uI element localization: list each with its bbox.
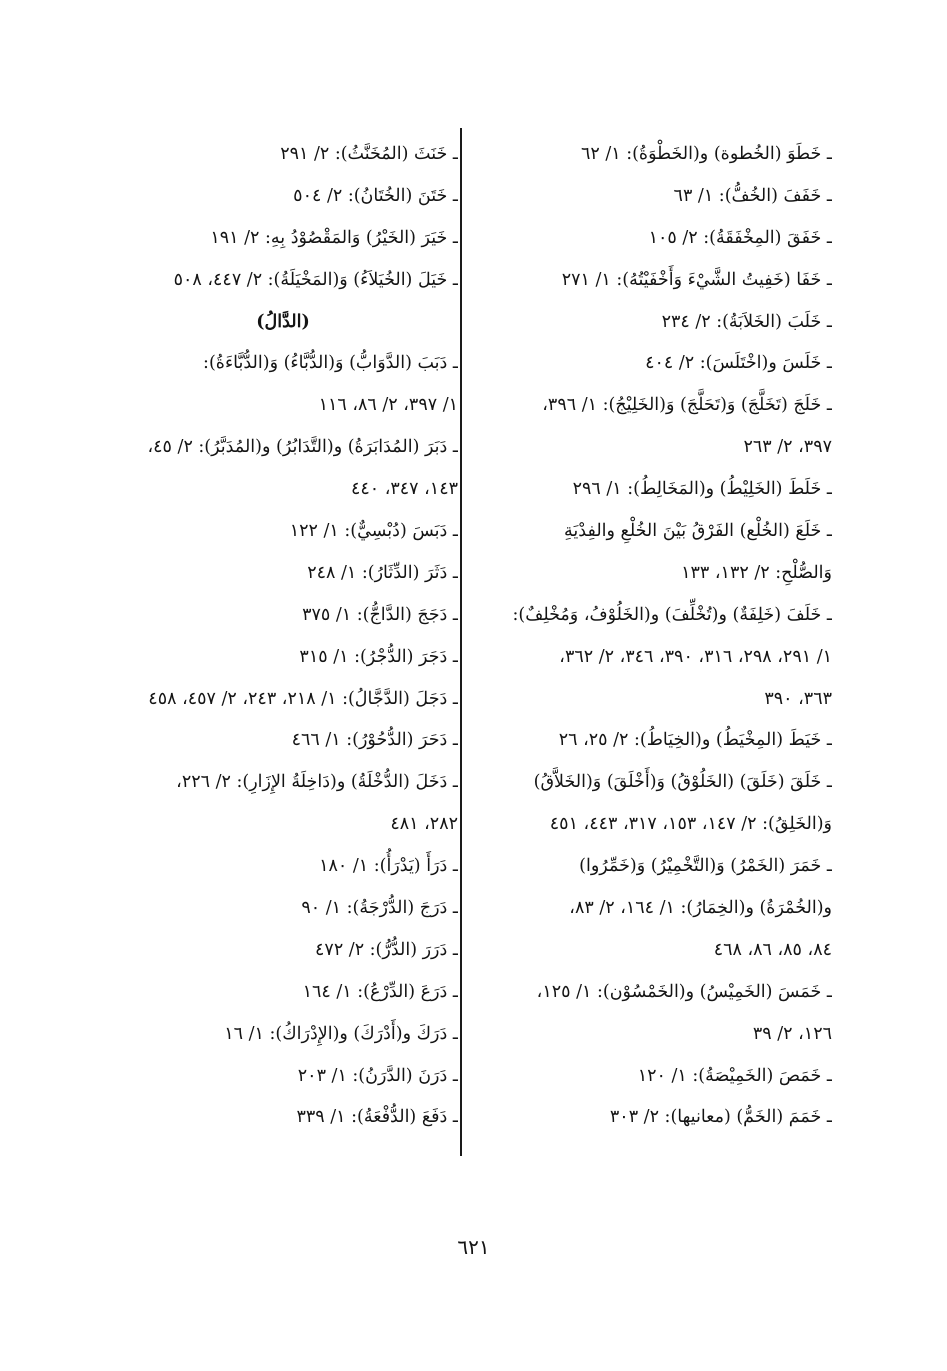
index-entry: ـ دَجَلَ (الدَّجَّالُ): ١/ ٢١٨، ٢٤٣، ٢/ ٤٥٧، ٤٥٨ [148, 688, 458, 709]
index-entry: ـ دَفَعَ (الدُّفْعَةُ): ١/ ٣٣٩ [296, 1107, 458, 1128]
index-entry: ـ دَثَرَ (الدِّثَارُ): ١/ ٢٤٨ [307, 562, 458, 583]
index-entry: ـ دَجَجَ (الدَّاجُّ): ١/ ٣٧٥ [302, 604, 458, 625]
index-entry: ـ خَمَرَ (الخَمْرُ) وَ(التَّخْمِيْرُ) وَ(خَمِّرُوا) [579, 856, 832, 877]
index-entry: ـ خَنَثَ (المُخَنَّثُ): ٢/ ٢٩١ [280, 144, 458, 164]
index-entry: ـ خَلَفَ (خَلِفَةٌ) و(تُخْلِّفَ) و(الخَلُوْفُ، وَمُخْلِفٌ): [512, 604, 832, 625]
index-entry: ـ دَرَنَ (الدَّرَنُ): ١/ ٢٠٣ [297, 1065, 458, 1086]
index-entry: وَالصُّلْحِ: ٢/ ١٣٢، ١٣٣ [681, 562, 832, 583]
column-divider [460, 128, 462, 1156]
index-entry: ـ خَفَقَ (المِخْفَقَةُ): ٢/ ١٠٥ [648, 227, 832, 248]
index-entry: ـ دَرَعَ (الدِّرْعُ): ١/ ١٦٤ [302, 981, 458, 1002]
index-entry: ـ دَجَرَ (الدُّجْرُ): ١/ ٣١٥ [299, 646, 458, 667]
index-entry: ـ خَطَوَ (الخُطوة) و(الخَطْوَةُ): ١/ ٦٢ [580, 144, 832, 164]
index-entry: ـ خَلَعَ (الخُلْع) الفَرْقُ بَيْنَ الخُلْعِ والفِدْيَةِ [564, 521, 832, 542]
index-entry: و(الخُمْرَةُ) و(الخِمَارُ): ١/ ١٦٤، ٢/ ٨٣، [569, 898, 832, 919]
index-entry: ـ خَلَسَ و(اخْتَلَسَ): ٢/ ٤٠٤ [645, 353, 832, 374]
index-entry: ٨٤، ٨٥، ٨٦، ٤٦٨ [713, 939, 832, 960]
index-entry: ـ خَمَسَ (الخَمِيْسُ) و(الخَمْسُوْن): ١/ ١٢٥، [536, 981, 832, 1002]
index-entry: ـ دَحَرَ (الدُّحُوْرُ): ١/ ٤٦٦ [291, 730, 458, 751]
index-entry: ـ خَلَبَ (الخَلاَبَةُ): ٢/ ٢٣٤ [661, 311, 832, 332]
index-entry: ـ خَمَصَ (الخَمِيْصَةُ): ١/ ١٢٠ [637, 1065, 832, 1086]
section-heading: (الدَّالُ) [256, 311, 310, 332]
index-entry: ٣٩٧، ٢/ ٢٦٣ [743, 437, 832, 458]
index-entry: ـ دَبَرَ (المُدَابَرَةُ) و(التَّدَابُرُ) و(المُدَبَّرُ): ٢/ ٤٥، [147, 437, 458, 458]
index-entry: ـ دَرَكَ و(أَدْرَكَ) و(الإِدْرَاكُ): ١/ ١٦ [224, 1023, 458, 1044]
index-entry: ١٢٦، ٢/ ٣٩ [752, 1023, 832, 1044]
page-number: ٦٢١ [457, 1235, 490, 1259]
index-entry: ـ دَرَجَ (الدُّرْجَةُ): ١/ ٩٠ [301, 898, 458, 919]
index-entry: ـ خَمَمَ (الخَمُّ) (معانيها): ٢/ ٣٠٣ [609, 1107, 832, 1128]
index-entry: وَ(الخَلِقُ): ٢/ ١٤٧، ١٥٣، ٣١٧، ٤٤٣، ٤٥١ [549, 814, 832, 835]
index-entry: ـ خَلَقَ (خَلَقَ) (الخَلُوْقُ) وَ(أَخْلَقَ) وَ(الخَلاَّقُ) [533, 772, 832, 793]
index-entry: ـ خَيَرَ (الخَيْرُ) وَالمَقْصُوْدُ بِهِ: ٢/ ١٩١ [210, 227, 458, 248]
index-entry: ١/ ٣٩٧، ٢/ ٨٦، ١١٦ [318, 395, 458, 416]
index-entry: ١٤٣، ٣٤٧، ٤٤٠ [350, 479, 458, 500]
index-entry: ١/ ٢٩١، ٢٩٨، ٣١٦، ٣٩٠، ٣٤٦، ٢/ ٣٦٢، [559, 646, 832, 667]
index-column-right [484, 134, 832, 1139]
index-entry: ـ دَبَسَ (دُبْسِيٌّ): ١/ ١٢٢ [289, 521, 458, 542]
index-entry: ـ خَتَنَ (الخُتَانُ): ٢/ ٥٠٤ [293, 185, 458, 206]
index-column-left [108, 134, 458, 1139]
index-entry: ـ خَلَطَ (الخَلِيْطُ) و(المَخَالِطُ): ١/ ٢٩٦ [572, 479, 832, 500]
index-entry: ـ دَرَأَ (يَدْرَأُ): ١/ ١٨٠ [319, 856, 458, 877]
index-entry: ـ دَبَبَ (الدَّوَابُّ) وَ(الدُّبَّاءُ) وَ(الدُّبَّاءَةُ): [203, 353, 458, 374]
index-entry: ـ خَفَا (خَفِيتُ الشَّيْءَ وَأَخْفَيْتُهُ): ١/ ٢٧١ [561, 269, 832, 290]
index-entry: ٣٦٣، ٣٩٠ [764, 688, 832, 709]
index-entry: ـ خَفَفَ (الخُفُّ): ١/ ٦٣ [673, 185, 832, 206]
index-entry: ـ دَرَرَ (الدُّرُّ): ٢/ ٤٧٢ [315, 939, 458, 960]
index-entry: ـ خَلَجَ (تَخَلَّجَ) وَ(تَحَلَّجَ) وَ(الخَلِيْجُ): ١/ ٣٩٦، [542, 395, 832, 416]
index-entry: ٢٨٢، ٤٨١ [390, 814, 458, 835]
index-entry: ـ دَخَلَ (الدُّخْلَةُ) و(دَاخِلَةُ الإِزَارِ): ٢/ ٢٢٦، [176, 772, 458, 793]
index-entry: ـ خَيَلَ (الخُيَلاَءُ) وَ(المَخْيَلَةُ): ٢/ ٤٤٧، ٥٠٨ [173, 269, 458, 290]
index-entry: ـ خَيَطَ (المِخْيَطُ) و(الخِيَاطُ): ٢/ ٢٥، ٢٦ [558, 730, 832, 751]
